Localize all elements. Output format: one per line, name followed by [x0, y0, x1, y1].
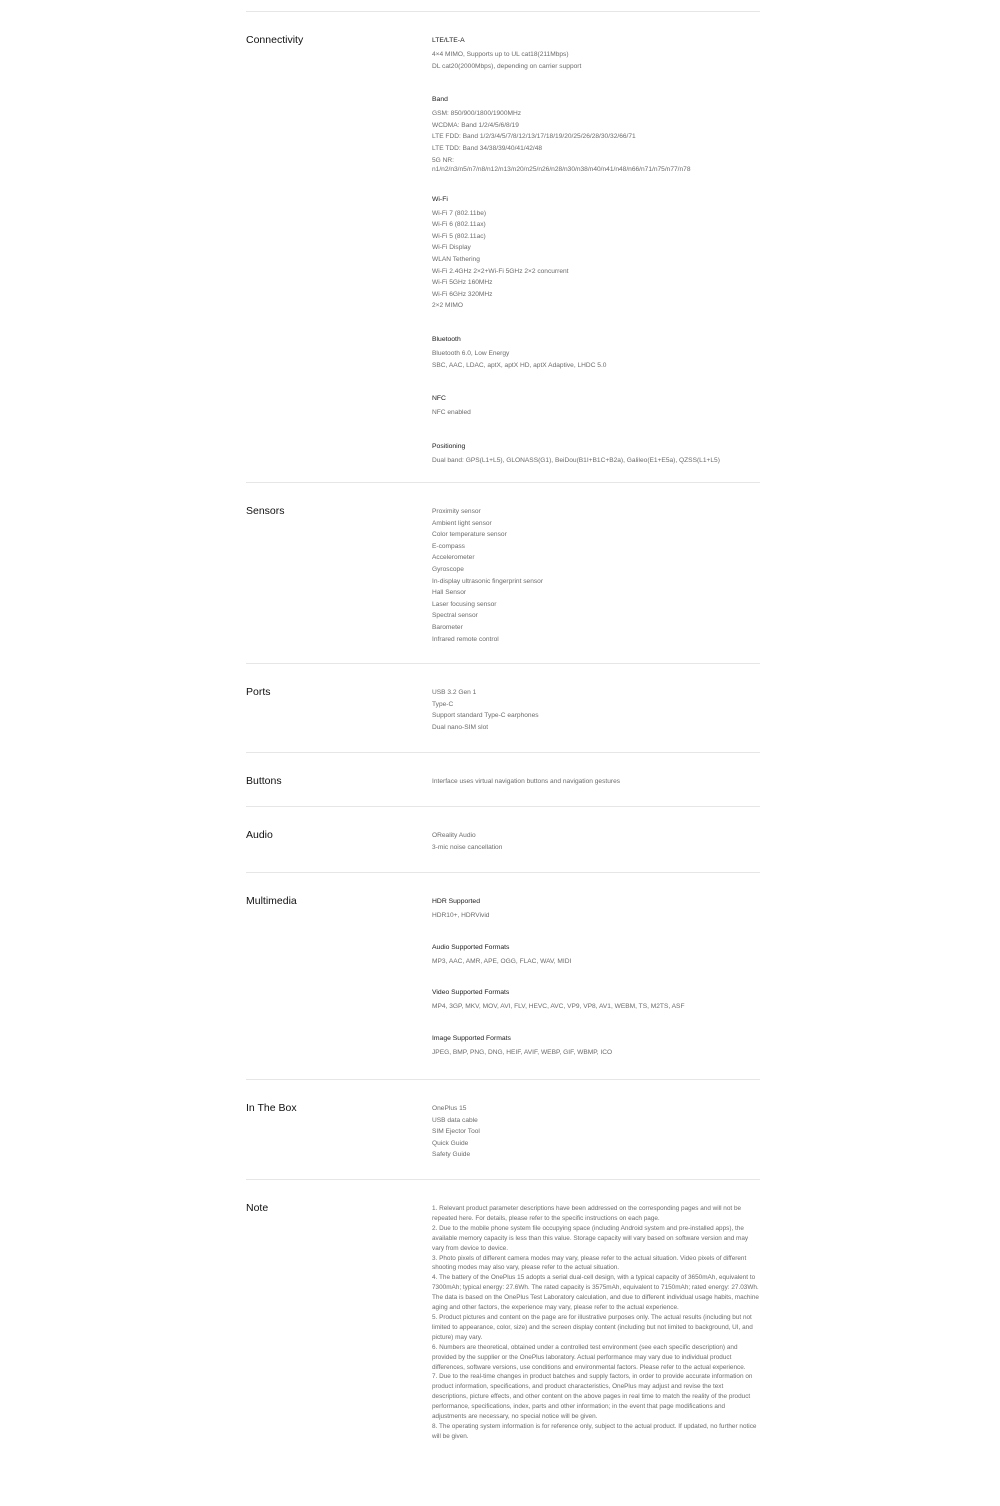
spec-line: Wi-Fi 5GHz 160MHz — [432, 279, 493, 287]
section-body — [432, 684, 760, 752]
group-title: Audio Supported Formats — [432, 943, 510, 951]
section-audio — [246, 807, 760, 873]
spec-line: MP4, 3GP, MKV, MOV, AVI, FLV, HEVC, AVC, VP9, VP8, AV1, WEBM, TS, M2TS, ASF — [432, 1003, 685, 1011]
section-note — [246, 1180, 760, 1442]
spec-line: Hall Sensor — [432, 589, 467, 597]
section-ports — [246, 664, 760, 753]
section-title: Ports — [246, 686, 271, 698]
section-body — [432, 773, 760, 806]
section-in-the-box — [246, 1080, 760, 1180]
spec-line: 3-mic noise cancellation — [432, 843, 503, 851]
spec-line: Bluetooth 6.0, Low Energy — [432, 349, 510, 357]
spec-line: SIM Ejector Tool — [432, 1128, 480, 1136]
section-title: Sensors — [246, 505, 285, 517]
group-title: NFC — [432, 395, 446, 403]
section-buttons — [246, 753, 760, 807]
group-title: Positioning — [432, 442, 466, 450]
spec-line: Accelerometer — [432, 554, 475, 562]
section-connectivity — [246, 12, 760, 483]
spec-line: Infrared remote control — [432, 635, 499, 643]
specs-container — [246, 11, 760, 1442]
section-title: Connectivity — [246, 34, 304, 46]
spec-group-hdr — [432, 896, 760, 922]
group-title: HDR Supported — [432, 898, 480, 905]
spec-group-video-formats — [432, 987, 760, 1013]
group-title: Video Supported Formats — [432, 989, 510, 997]
section-body — [432, 893, 760, 1079]
note-item: 7. Due to the real-time changes in product batches and supply factors, in order to provide accurate information on product information, specifications, and product characteristics, OnePlus may adjust and revise the text descriptions, picture effects, and other content on the above pages in real time to match the reality of the product performance, specifications, index, parts and other information; in the event that page modifications and adjustments are necessary, no special notice will be given. — [432, 1373, 753, 1421]
spec-group-positioning — [432, 441, 760, 467]
spec-line: Laser focusing sensor — [432, 600, 497, 608]
spec-line: 2×2 MIMO — [432, 302, 463, 310]
spec-line: Dual nano-SIM slot — [432, 723, 489, 731]
section-body — [432, 827, 760, 872]
spec-line: Wi-Fi 5 (802.11ac) — [432, 232, 486, 240]
spec-line: Wi-Fi 6 (802.11ax) — [432, 221, 486, 229]
spec-line: n1/n2/n3/n5/n7/n8/n12/n13/n20/n25/n26/n28/n30/n38/n40/n41/n48/n66/n71/n75/n77/n78 — [432, 165, 691, 173]
note-body — [432, 1200, 760, 1442]
spec-group-bluetooth — [432, 334, 760, 371]
spec-line: Dual band: GPS(L1+L5), GLONASS(G1), BeiDou(B1I+B1C+B2a), Galileo(E1+E5a), QZSS(L1+L5) — [432, 456, 720, 464]
spec-line: Wi-Fi 7 (802.11be) — [432, 209, 487, 217]
spec-line: Spectral sensor — [432, 612, 478, 620]
spec-line: Wi-Fi Display — [432, 244, 471, 252]
spec-line: Type-C — [432, 700, 454, 708]
group-title: Wi-Fi — [432, 195, 448, 203]
spec-group-image-formats — [432, 1033, 760, 1059]
spec-line: Quick Guide — [432, 1139, 469, 1147]
spec-line: WLAN Tethering — [432, 255, 480, 263]
spec-line: Gyroscope — [432, 565, 464, 573]
spec-line: USB 3.2 Gen 1 — [432, 689, 477, 696]
spec-line: E-compass — [432, 542, 465, 550]
spec-line: Wi-Fi 2.4GHz 2×2+Wi-Fi 5GHz 2×2 concurrent — [432, 267, 569, 275]
section-title: In The Box — [246, 1102, 297, 1114]
section-sensors — [246, 483, 760, 664]
spec-line: 4×4 MIMO, Supports up to UL cat18(211Mbps) — [432, 51, 569, 58]
spec-line: USB data cable — [432, 1116, 478, 1124]
spec-line: LTE TDD: Band 34/38/39/40/41/42/48 — [432, 144, 543, 152]
spec-line: 5G NR: — [432, 156, 454, 164]
spec-line: LTE FDD: Band 1/2/3/4/5/7/8/12/13/17/18/19/20/25/26/28/30/32/66/71 — [432, 133, 636, 141]
spec-line: WCDMA: Band 1/2/4/5/6/8/19 — [432, 121, 519, 129]
section-body — [432, 503, 760, 663]
note-item: 4. The battery of the OnePlus 15 adopts a serial dual-cell design, with a typical capacity of 3650mAh, equivalent to 7300mAh; typical energy: 27.6Wh. The rated capacity is 3575mAh, equivalent to 7150mAh; rated energy: 27.03Wh. The data is based on the OnePlus Test Laboratory calculation, and due to different individual usage habits, machine aging and other factors, the experience may vary, please refer to the actual experience. — [432, 1274, 759, 1312]
spec-line: In-display ultrasonic fingerprint sensor — [432, 577, 544, 585]
spec-line: Barometer — [432, 623, 463, 631]
spec-line: SBC, AAC, LDAC, aptX, aptX HD, aptX Adaptive, LHDC 5.0 — [432, 361, 607, 369]
note-item: 1. Relevant product parameter descriptions have been addressed on the corresponding pages and will not be repeated here. For details, please refer to the specific instructions on each page. — [432, 1205, 742, 1222]
spec-line: Support standard Type-C earphones — [432, 712, 539, 720]
spec-line: NFC enabled — [432, 409, 471, 417]
section-title: Multimedia — [246, 895, 297, 907]
spec-line: Color temperature sensor — [432, 531, 507, 539]
spec-group-wifi — [432, 194, 760, 312]
note-item: 2. Due to the mobile phone system file occupying space (including Android system and pre-installed apps), the available memory capacity is less than this value. Storage capacity will vary based on software version and may vary from device to device. — [432, 1224, 749, 1252]
section-multimedia — [246, 873, 760, 1080]
spec-line: Interface uses virtual navigation buttons and navigation gestures — [432, 778, 621, 785]
group-title: Band — [432, 96, 448, 104]
spec-group-nfc — [432, 393, 760, 419]
spec-line: HDR10+, HDRVivid — [432, 912, 490, 919]
note-item: 6. Numbers are theoretical, obtained under a controlled test environment (see each specific description) and provided by the supplier or the OnePlus laboratory. Actual performance may vary due to individual product differences, software versions, use conditions and environmental factors. Please refer to the actual experience. — [432, 1343, 746, 1371]
spec-group-lte — [432, 35, 760, 72]
group-title: Image Supported Formats — [432, 1034, 511, 1042]
section-title: Note — [246, 1202, 269, 1214]
group-title: Bluetooth — [432, 335, 461, 343]
section-title: Buttons — [246, 775, 282, 787]
spec-line: OReality Audio — [432, 832, 476, 839]
spec-line: GSM: 850/900/1800/1900MHz — [432, 110, 522, 118]
section-title: Audio — [246, 829, 273, 841]
group-title: LTE/LTE-A — [432, 37, 465, 44]
spec-group-audio-formats — [432, 942, 760, 968]
spec-line: Proximity sensor — [432, 508, 481, 515]
section-body — [432, 1100, 760, 1179]
spec-line: DL cat20(2000Mbps), depending on carrier support — [432, 62, 582, 70]
spec-line: JPEG, BMP, PNG, DNG, HEIF, AVIF, WEBP, GIF, WBMP, ICO — [432, 1048, 613, 1056]
spec-line: MP3, AAC, AMR, APE, OGG, FLAC, WAV, MIDI — [432, 957, 572, 965]
spec-line: Safety Guide — [432, 1151, 471, 1159]
note-item: 5. Product pictures and content on the page are for illustrative purposes only. The actual results (including but not limited to appearance, color, size) and the screen display content (including but not limited to background, UI, and picture) may vary. — [432, 1313, 753, 1341]
spec-line: OnePlus 15 — [432, 1105, 467, 1112]
spec-line: Wi-Fi 6GHz 320MHz — [432, 290, 493, 298]
note-item: 3. Photo pixels of different camera modes may vary, please refer to the actual situation. Video pixels of different shooting modes may also vary, please refer to the actual situation. — [432, 1254, 747, 1272]
spec-group-band — [432, 94, 760, 173]
note-item: 8. The operating system information is for reference only, subject to the actual product. If updated, no further notice will be given. — [432, 1422, 757, 1440]
spec-line: Ambient light sensor — [432, 519, 492, 527]
section-body — [432, 32, 760, 482]
